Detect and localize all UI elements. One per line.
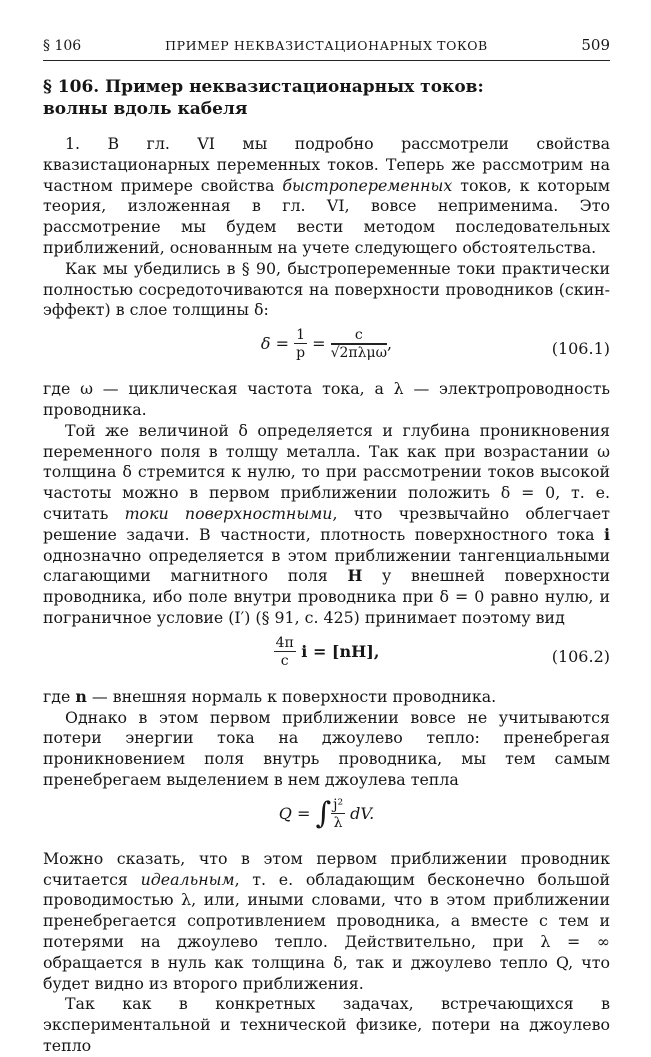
fraction-1-over-p: $\frac{1}{p}$ <box>296 327 306 362</box>
paragraph-6: Однако в этом первом приближении вовсе не учитываются потери энергии тока на джоулево тепло: пренебрегая проникновением поля внутрь проводника, мы тем самым пренебрегаем выделением в нем джоулева тепла <box>43 707 610 789</box>
fraction-j2-over-lambda: $\frac{\text{j²}}{\lambda}$ <box>333 796 344 831</box>
paragraph-2: Как мы убедились в § 90, быстропеременные токи практически полностью сосредоточиваются на поверхности проводников (скин-эффект) в слое толщины δ: <box>43 258 610 320</box>
equation-number: (106.2) <box>551 646 610 666</box>
section-heading <box>43 76 610 120</box>
fraction-c-over-sqrt: $\frac{c}{\text{√2πλμω}}$ <box>330 327 388 362</box>
equation-joule-heat: Q = ∫ $\frac{\text{j²}}{\lambda}$ dV. <box>278 795 375 831</box>
heading-line-2: волны вдоль кабеля <box>43 99 248 119</box>
header-rule <box>43 60 610 61</box>
paragraph-4: Той же величиной δ определяется и глубина проникновения переменного поля в толщу металла. Так как при возрастании ω толщина δ стремится к нулю, то при рассмотрении токов высокой частоты можно в первом приближении положить δ = 0, т. е. считать токи поверхностными, что чрезвычайно облегчает решение задачи. В частности, плотность поверхностного тока i однозначно определяется в этом приближении тангенциальными слагающими магнитного поля H у внешней поверхности проводника, ибо поле внутри проводника при δ = 0 равно нулю, и пограничное условие (I′) (§ 91, с. 425) принимает поэтому вид <box>43 420 610 627</box>
heading-line-1: § 106. Пример неквазистационарных токов: <box>43 77 484 97</box>
paragraph-1: 1. В гл. VI мы подробно рассмотрели свойства квазистационарных переменных токов. Теперь же рассмотрим на частном примере свойства быстропеременных токов, к которым теория, изложенная в гл. VI, вовсе неприменима. Это рассмотрение мы будем вести методом последовательных приближений, основанным на учете следующего обстоятельства. <box>43 134 610 257</box>
paragraph-3: где ω — циклическая частота тока, а λ — электропроводность проводника. <box>43 379 610 419</box>
paragraph-7: Можно сказать, что в этом первом приближении проводник считается идеальным, т. е. обладающим бесконечно большой проводимостью λ, или, иными словами, что в этом приближении пренебрегается сопротивлением проводника, а вместе с тем и потерями на джоулево тепло. Действительно, при λ = ∞ обращается в нуль как толщина δ, так и джоулево тепло Q, что будет видно из второго приближения. <box>43 848 610 993</box>
running-header <box>43 38 610 62</box>
page-number: 509 <box>581 36 610 54</box>
equation-number: (106.1) <box>551 339 610 359</box>
paragraph-8: Так как в конкретных задачах, встречающихся в экспериментальной и технической физике, потери на джоулево тепло <box>43 994 610 1055</box>
section-marker: § 106 <box>43 38 82 54</box>
equation-106-1: δ = $\frac{1}{p}$ = $\frac{c}{\text{√2πλμω}}$ , (106.1) <box>260 327 610 362</box>
equation-106-2: $\frac{4\pi}{c}$ i = [nH], (106.2) <box>275 634 610 669</box>
header-title: ПРИМЕР НЕКВАЗИСТАЦИОНАРНЫХ ТОКОВ <box>165 38 488 53</box>
body-text <box>43 134 610 1057</box>
paragraph-5: где n — внешняя нормаль к поверхности проводника. <box>43 686 497 706</box>
fraction-4pi-over-c: $\frac{4\pi}{c}$ <box>275 634 294 669</box>
